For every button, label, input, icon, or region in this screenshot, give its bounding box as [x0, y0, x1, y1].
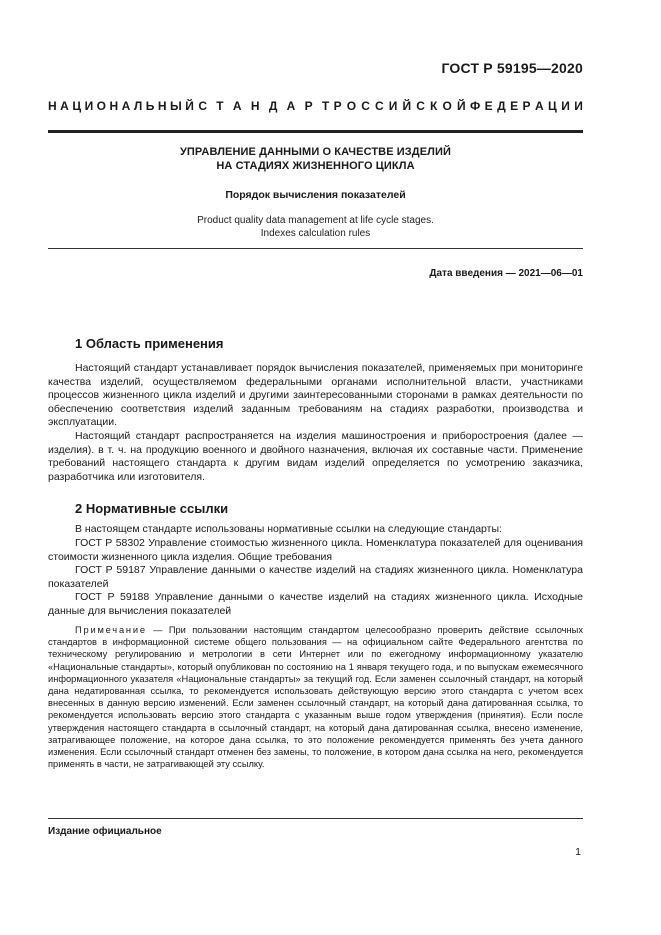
banner-letter: А: [534, 99, 544, 113]
banner-letter: О: [346, 99, 357, 113]
banner-letter: А: [232, 99, 242, 113]
banner-letter: С: [375, 99, 384, 113]
national-standard-banner: [48, 99, 583, 113]
banner-letter: Й: [456, 99, 466, 113]
normative-reference: ГОСТ Р 59187 Управление данными о качестве изделий на стадиях жизненного цикла. Номенклатура показателей: [48, 564, 583, 590]
header-divider: [48, 130, 583, 133]
banner-letter: И: [574, 99, 583, 113]
banner-letter: Н: [157, 99, 167, 113]
banner-word: [48, 99, 194, 113]
section-1-paragraph: Настоящий стандарт распространяется на изделия машиностроения и приборостроения (далее — изделия). в т. ч. на продукцию военного и двойного назначения, включая их составные части. Применение требований настоящего стандарта к другим видам изделий определяется по усмотрению заказчика, разработчика или изготовителя.: [48, 430, 583, 483]
banner-letter: Й: [402, 99, 412, 113]
banner-letter: Ц: [72, 99, 82, 113]
title-ru: [48, 145, 583, 173]
document-code: ГОСТ Р 59195—2020: [441, 60, 583, 76]
banner-letter: К: [430, 99, 438, 113]
banner-letter: Л: [133, 99, 143, 113]
banner-letter: Ц: [548, 99, 557, 113]
title-ru-line: НА СТАДИЯХ ЖИЗНЕННОГО ЦИКЛА: [216, 160, 415, 172]
note-label: Примечание: [75, 625, 147, 635]
banner-letter: С: [198, 99, 207, 113]
normative-reference: ГОСТ Р 59188 Управление данными о качестве изделий на стадиях жизненного цикла. Исходные данные для вычисления показателей: [48, 591, 583, 617]
banner-letter: Ф: [469, 99, 481, 113]
section-2-intro: В настоящем стандарте использованы нормативные ссылки на следующие стандарты:: [75, 523, 502, 535]
section-1-paragraph: Настоящий стандарт устанавливает порядок вычисления показателей, применяемых при мониторинге качества изделий, осуществляемом федеральными органами исполнительной власти, участниками процессов жизненного цикла изделий и другими заинтересованными сторонами в рамках деятельности по обеспечению соответствия изделий заданным требованиям на стадиях разработки, производства и эксплуатации.: [48, 362, 583, 429]
banner-letter: О: [442, 99, 452, 113]
banner-letter: А: [121, 99, 131, 113]
banner-letter: Д: [268, 99, 278, 113]
banner-letter: Т: [321, 99, 330, 113]
title-en: [48, 214, 583, 240]
note-text: — При пользовании настоящим стандартом целесообразно проверить действие ссылочных стандартов в информационной системе общего пользования — на официальном сайте Федерального агентства по техническому регулированию и метрологии в сети Интернет или по ежегодному информационному указателю «Национальные стандарты», который опубликован по состоянию на 1 января текущего года, и по выпускам ежемесячного информационного указателя «Национальные стандарты» за текущий год. Если заменен ссылочный стандарт, на который дана недатированная ссылка, то рекомендуется использовать действующую версию этого стандарта с учетом всех внесенных в данную версию изменений. Если заменен ссылочный стандарт, на который дана датированная ссылка, то рекомендуется использовать версию этого стандарта с указанным выше годом утверждения (принятия). Если после утверждения настоящего стандарта в ссылочный стандарт, на который дана датированная ссылка, внесено изменение, затрагивающее положение, на которое дана ссылка, то это положение рекомендуется применять без учета данного изменения. Если ссылочный стандарт отменен без замены, то положение, в котором дана ссылка на него, рекомендуется применять в части, не затрагивающей эту ссылку.: [48, 625, 583, 770]
banner-letter: Е: [484, 99, 493, 113]
title-en-line: Product quality data management at life cycle stages.: [197, 215, 434, 226]
banner-letter: И: [388, 99, 398, 113]
introduction-date: Дата введения — 2021—06—01: [429, 268, 583, 279]
banner-letter: Д: [497, 99, 506, 113]
banner-word: [334, 99, 466, 113]
title-ru-line: УПРАВЛЕНИЕ ДАННЫМИ О КАЧЕСТВЕ ИЗДЕЛИЙ: [179, 146, 452, 158]
banner-letter: И: [84, 99, 94, 113]
banner-letter: И: [561, 99, 570, 113]
banner-letter: С: [361, 99, 370, 113]
banner-letter: Р: [522, 99, 531, 113]
banner-letter: А: [286, 99, 296, 113]
footer-divider: [48, 818, 583, 819]
title-en-line: Indexes calculation rules: [260, 228, 371, 239]
banner-letter: Р: [333, 99, 342, 113]
banner-letter: Ь: [145, 99, 155, 113]
banner-letter: Е: [510, 99, 519, 113]
banner-letter: О: [96, 99, 107, 113]
section-2-heading: 2 Нормативные ссылки: [75, 501, 229, 516]
title-divider: [48, 248, 583, 249]
banner-letter: А: [60, 99, 69, 113]
banner-letter: Т: [216, 99, 224, 113]
banner-letter: Ы: [169, 99, 182, 113]
normative-reference: ГОСТ Р 58302 Управление стоимостью жизненного цикла. Номенклатура показателей для оценивания стоимости жизненного цикла изделия. Общие требования: [48, 537, 583, 563]
banner-word: [470, 99, 583, 113]
banner-letter: Н: [250, 99, 260, 113]
banner-letter: С: [416, 99, 425, 113]
title-block: [48, 145, 583, 240]
banner-letter: Н: [109, 99, 119, 113]
banner-letter: Р: [304, 99, 313, 113]
section-1-heading: 1 Область применения: [75, 336, 224, 351]
banner-letter: Н: [48, 99, 57, 113]
page-number: 1: [575, 846, 581, 858]
edition-label: Издание официальное: [48, 826, 162, 837]
note-paragraph: [48, 624, 583, 770]
subtitle-ru: Порядок вычисления показателей: [225, 189, 406, 201]
banner-letter: Й: [185, 99, 194, 113]
banner-word: [198, 99, 329, 113]
